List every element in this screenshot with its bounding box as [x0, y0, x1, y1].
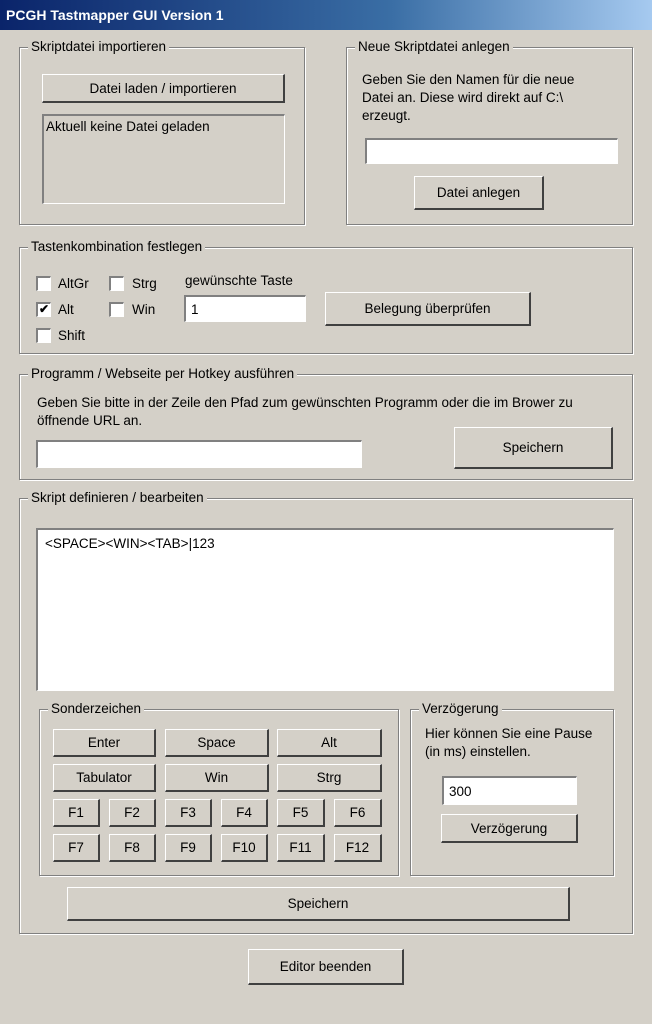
loaded-file-status [42, 114, 285, 204]
delay-legend: Verzögerung [419, 701, 502, 717]
f3-key-button[interactable]: F3 [165, 799, 212, 827]
enter-key-button[interactable]: Enter [53, 729, 156, 757]
shift-label: Shift [58, 328, 86, 343]
f10-key-button[interactable]: F10 [221, 834, 268, 862]
delay-button[interactable]: Verzögerung [441, 814, 578, 843]
newfile-description: Geben Sie den Namen für die neue Datei an. Diese wird direkt auf C:\ erzeugt. [362, 72, 575, 123]
tab-key-button[interactable]: Tabulator [53, 764, 156, 792]
f5-key-button[interactable]: F5 [277, 799, 325, 827]
script-save-button[interactable]: Speichern [67, 887, 570, 921]
win-checkbox[interactable] [109, 302, 124, 317]
newfile-legend: Neue Skriptdatei anlegen [355, 39, 513, 55]
desired-key-label: gewünschte Taste [185, 273, 293, 288]
f12-key-button[interactable]: F12 [334, 834, 382, 862]
key-combo-legend: Tastenkombination festlegen [28, 239, 205, 255]
win-key-button[interactable]: Win [165, 764, 269, 792]
hotkey-description: Geben Sie bitte in der Zeile den Pfad zum gewünschten Programm oder die im Brower zu öffnende URL an. [37, 395, 573, 428]
load-file-button[interactable]: Datei laden / importieren [42, 74, 285, 103]
check-binding-button[interactable]: Belegung überprüfen [325, 292, 531, 326]
hotkey-save-button[interactable]: Speichern [454, 427, 613, 469]
f9-key-button[interactable]: F9 [165, 834, 212, 862]
f4-key-button[interactable]: F4 [221, 799, 268, 827]
import-legend: Skriptdatei importieren [28, 39, 169, 55]
desired-key-input[interactable] [184, 295, 306, 322]
delay-input[interactable] [442, 776, 577, 805]
newfile-name-input[interactable] [365, 138, 618, 164]
create-file-button[interactable]: Datei anlegen [414, 176, 544, 210]
space-key-button[interactable]: Space [165, 729, 269, 757]
hotkey-legend: Programm / Webseite per Hotkey ausführen [28, 366, 297, 382]
f11-key-button[interactable]: F11 [277, 834, 325, 862]
loaded-file-status-text: Aktuell keine Datei geladen [46, 119, 210, 134]
alt-label: Alt [58, 302, 74, 317]
altgr-checkbox[interactable] [36, 276, 51, 291]
f7-key-button[interactable]: F7 [53, 834, 100, 862]
shift-checkbox[interactable] [36, 328, 51, 343]
alt-checkbox[interactable]: ✔ [36, 302, 51, 317]
f6-key-button[interactable]: F6 [334, 799, 382, 827]
alt-key-button[interactable]: Alt [277, 729, 382, 757]
exit-editor-button[interactable]: Editor beenden [248, 949, 404, 985]
special-keys-legend: Sonderzeichen [48, 701, 144, 717]
program-path-input[interactable] [36, 440, 362, 468]
strg-checkbox[interactable] [109, 276, 124, 291]
f2-key-button[interactable]: F2 [109, 799, 156, 827]
f1-key-button[interactable]: F1 [53, 799, 100, 827]
win-label: Win [132, 302, 156, 317]
strg-label: Strg [132, 276, 157, 291]
script-legend: Skript definieren / bearbeiten [28, 490, 207, 506]
script-editor[interactable] [36, 528, 614, 691]
f8-key-button[interactable]: F8 [109, 834, 156, 862]
strg-key-button[interactable]: Strg [277, 764, 382, 792]
altgr-label: AltGr [58, 276, 89, 291]
delay-description: Hier können Sie eine Pause (in ms) einstellen. [425, 726, 593, 759]
window-title: PCGH Tastmapper GUI Version 1 [0, 0, 652, 30]
